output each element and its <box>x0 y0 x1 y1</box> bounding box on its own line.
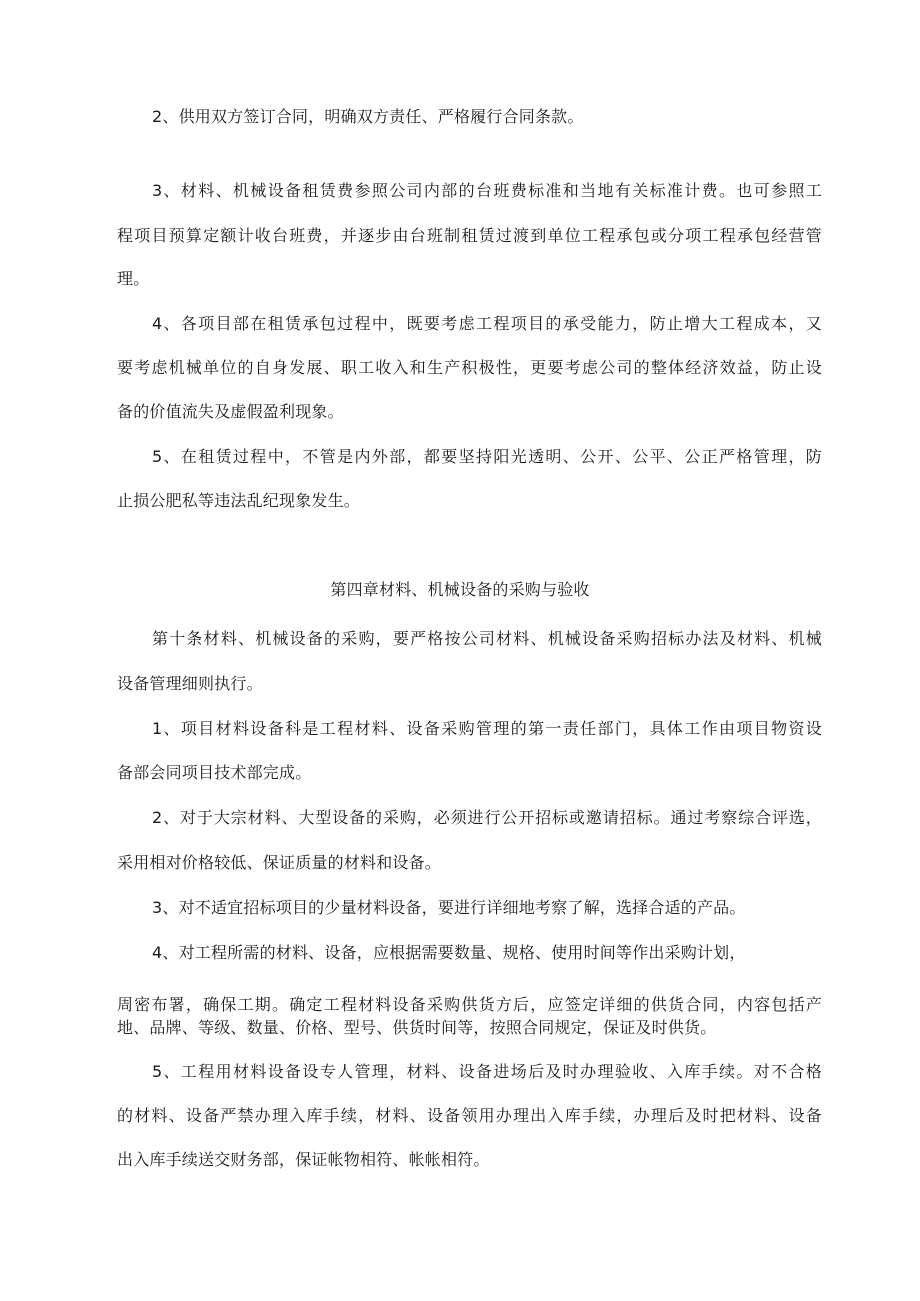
article-10-line-2: 设备管理细则执行。 <box>117 674 263 693</box>
item-1-line-2: 备部会同项目技术部完成。 <box>117 763 312 782</box>
item-2-line-1: 2、对于大宗材料、大型设备的采购，必须进行公开招标或邀请招标。通过考察综合评选， <box>152 808 822 827</box>
paragraph-4-line-2: 要考虑机械单位的自身发展、职工收入和生产积极性，更要考虑公司的整体经济效益，防止设 <box>117 358 822 377</box>
item-5-line-2: 的材料、设备严禁办理入库手续，材料、设备领用办理出入库手续，办理后及时把材料、设备 <box>117 1106 822 1125</box>
paragraph-4-line-3: 备的价值流失及虚假盈利现象。 <box>117 402 344 421</box>
item-4-line-2: 周密布署，确保工期。确定工程材料设备采购供货方后，应签定详细的供货合同，内容包括产 <box>117 995 822 1014</box>
item-2-line-2: 采用相对价格较低、保证质量的材料和设备。 <box>117 853 442 872</box>
item-3-line-1: 3、对不适宜招标项目的少量材料设备，要进行详细地考察了解，选择合适的产品。 <box>152 898 746 917</box>
paragraph-5-line-1: 5、在租赁过程中，不管是内外部，都要坚持阳光透明、公开、公平、公正严格管理，防 <box>152 447 822 466</box>
item-1-line-1: 1、项目材料设备科是工程材料、设备采购管理的第一责任部门，具体工作由项目物资设 <box>152 719 822 738</box>
paragraph-4-line-1: 4、各项目部在租赁承包过程中，既要考虑工程项目的承受能力，防止增大工程成本，又 <box>152 314 822 333</box>
item-5-line-3: 出入库手续送交财务部，保证帐物相符、帐帐相符。 <box>117 1150 490 1169</box>
item-5-line-1: 5、工程用材料设备设专人管理，材料、设备进场后及时办理验收、入库手续。对不合格 <box>152 1062 822 1081</box>
item-4-line-1: 4、对工程所需的材料、设备，应根据需要数量、规格、使用时间等作出采购计划， <box>152 943 746 962</box>
paragraph-3-line-2: 程项目预算定额计收台班费，并逐步由台班制租赁过渡到单位工程承包或分项工程承包经营管 <box>117 226 822 245</box>
item-4-line-3: 地、品牌、等级、数量、价格、型号、供货时间等，按照合同规定，保证及时供货。 <box>117 1018 717 1037</box>
paragraph-3-line-1: 3、材料、机械设备租赁费参照公司内部的台班费标准和当地有关标准计费。也可参照工 <box>152 181 822 200</box>
article-10-line-1: 第十条材料、机械设备的采购，要严格按公司材料、机械设备采购招标办法及材料、机械 <box>152 629 822 648</box>
paragraph-3-line-3: 理。 <box>117 269 150 288</box>
paragraph-2-line-1: 2、供用双方签订合同，明确双方责任、严格履行合同条款。 <box>152 107 584 126</box>
chapter-4-heading: 第四章材料、机械设备的采购与验收 <box>330 580 590 599</box>
paragraph-5-line-2: 止损公肥私等违法乱纪现象发生。 <box>117 491 361 510</box>
